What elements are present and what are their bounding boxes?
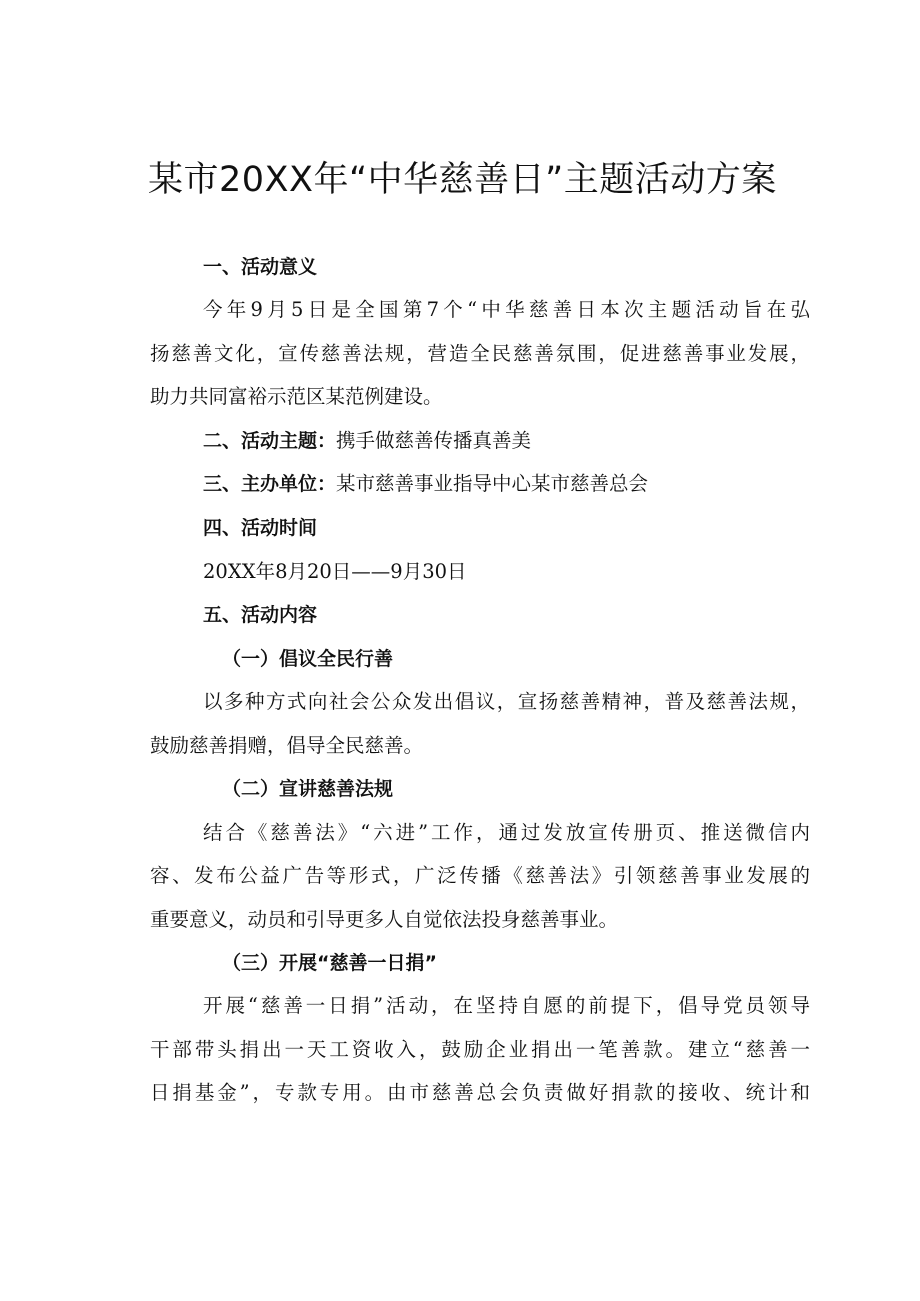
section-heading-4: 四、活动时间 xyxy=(203,517,318,539)
paragraph-line: 日捐基金”，专款专用。由市慈善总会负责做好捐款的接收、统计和 xyxy=(150,1081,810,1104)
paragraph-line: 开展“慈善一日捐”活动，在坚持自愿的前提下，倡导党员领导 xyxy=(203,994,810,1017)
subsection-heading-2: （二）宣讲慈善法规 xyxy=(222,778,394,800)
section-value: 某市慈善事业指导中心某市慈善总会 xyxy=(336,472,649,495)
section-value: 携手做慈善传播真善美 xyxy=(336,429,532,452)
paragraph-line: 今年9月5日是全国第7个“中华慈善日本次主题活动旨在弘 xyxy=(203,298,810,321)
paragraph-line: 以多种方式向社会公众发出倡议，宣扬慈善精神，普及慈善法规， xyxy=(203,690,810,713)
paragraph-line: 干部带头捐出一天工资收入，鼓励企业捐出一笔善款。建立“慈善一 xyxy=(150,1038,810,1061)
section-heading-1: 一、活动意义 xyxy=(203,256,318,278)
page-title: 某市20XX年“中华慈善日”主题活动方案 xyxy=(148,160,777,200)
paragraph-line: 扬慈善文化，宣传慈善法规，营造全民慈善氛围，促进慈善事业发展， xyxy=(150,342,810,365)
section-heading-3 xyxy=(203,469,810,499)
subsection-heading-3: （三）开展“慈善一日捐” xyxy=(222,952,437,974)
subsection-heading-1: （一）倡议全民行善 xyxy=(222,648,394,670)
paragraph-line: 助力共同富裕示范区某范例建设。 xyxy=(150,385,443,408)
activity-date-range: 20XX年8月20日——9月30日 xyxy=(203,560,467,583)
paragraph-line: 鼓励慈善捐赠，倡导全民慈善。 xyxy=(150,734,424,757)
section-label: 二、活动主题： xyxy=(203,430,337,452)
paragraph-line: 重要意义，动员和引导更多人自觉依法投身慈善事业。 xyxy=(150,908,619,931)
paragraph-line: 结合《慈善法》“六进”工作，通过发放宣传册页、推送微信内 xyxy=(203,821,810,844)
paragraph-line: 容、发布公益广告等形式，广泛传播《慈善法》引领慈善事业发展的 xyxy=(150,864,810,887)
section-heading-2 xyxy=(203,426,810,456)
section-label: 三、主办单位： xyxy=(203,473,337,495)
section-heading-5: 五、活动内容 xyxy=(203,604,318,626)
